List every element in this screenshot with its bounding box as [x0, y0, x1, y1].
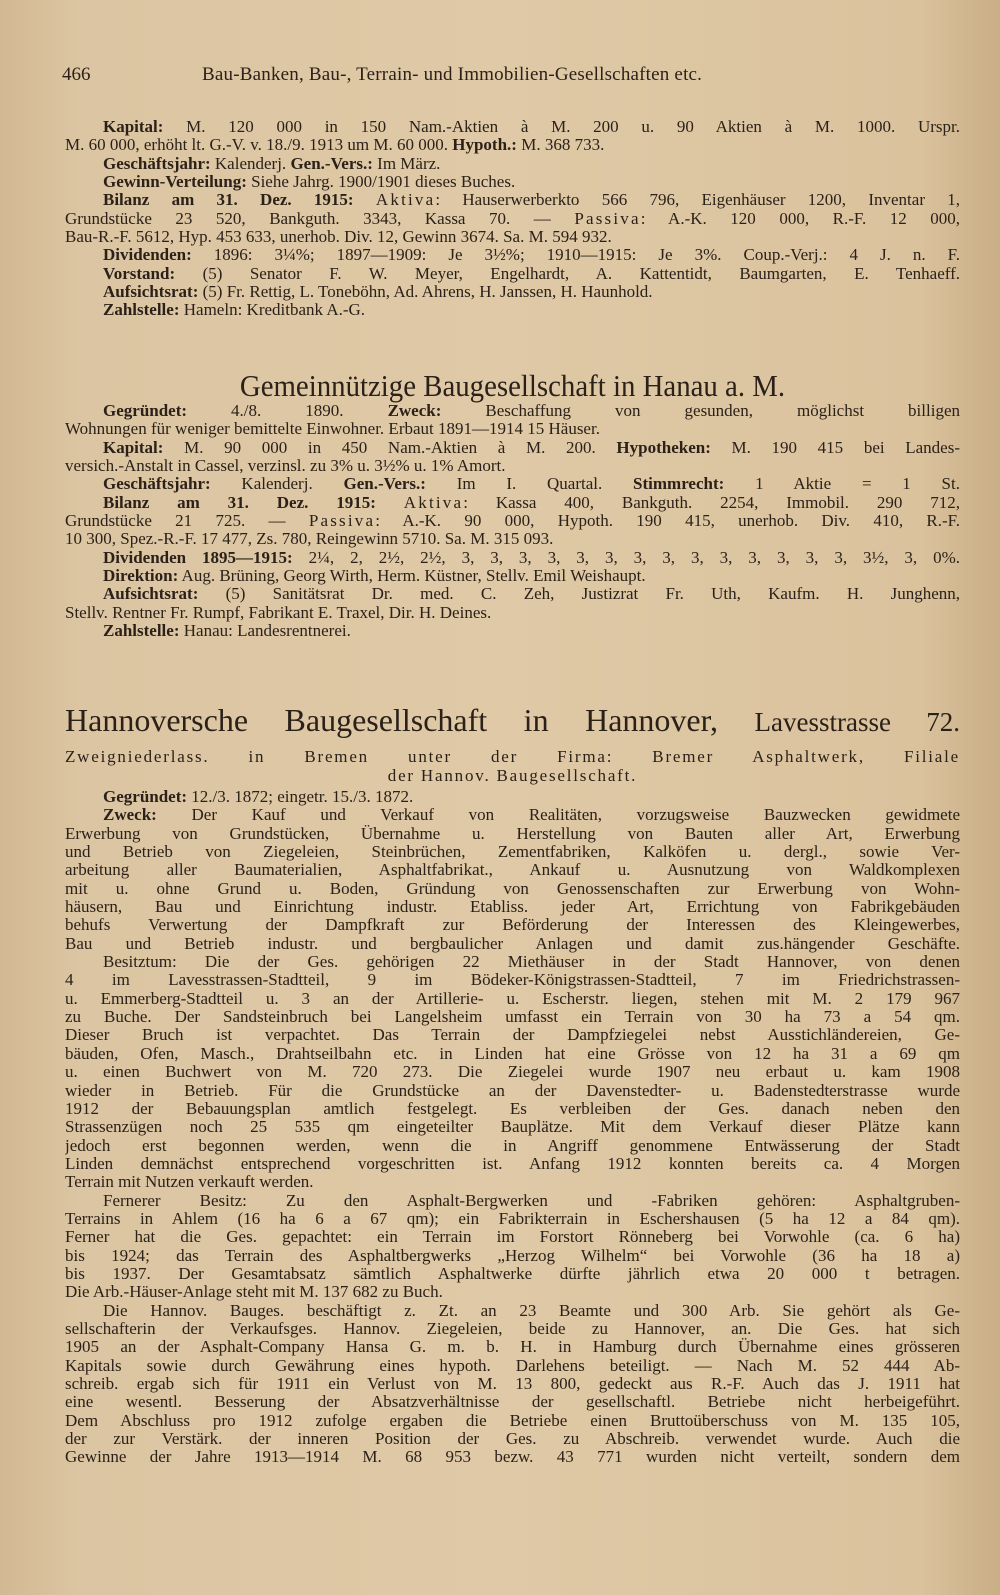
field-label: Dividenden: [103, 246, 192, 265]
section-company-hannover [65, 788, 960, 1467]
text-line: Aufsichtsrat: (5) Fr. Rettig, L. Toneböhn, Ad. Ahrens, H. Janssen, H. Haunhold. [103, 282, 653, 302]
branch-subtitle-line: der Hannov. Baugesellschaft. [387, 766, 638, 785]
text-line: Geschäftsjahr: Kalenderj. Gen.-Vers.: Im März. [103, 153, 441, 173]
text-line: Vorstand: (5) Senator F. W. Meyer, Engelhardt, A. Kattentidt, Baumgarten, E. Tenhaeff. [103, 264, 960, 283]
text-line: versich.-Anstalt in Cassel, verzinsl. zu 3% u. 3½% u. 1% Amort. [65, 456, 506, 476]
branch-subtitle [65, 747, 960, 785]
field-label: Zahlstelle: [103, 300, 180, 320]
text-line: häusern, Bau und Einrichtung industr. Etabliss. jeder Art, Errichtung von Fabrikgebäuden [65, 898, 960, 917]
text-line: Linden demnächst entsprechend vorgeschritten ist. Anfang 1912 konnten bereits ca. 4 Morgen [65, 1154, 960, 1173]
field-label: Vorstand: [103, 264, 176, 283]
field-label: Zweck: [387, 402, 442, 420]
field-label: Gewinn-Verteilung: [103, 172, 247, 192]
field-label: Gen.-Vers.: [343, 475, 426, 494]
page-number: 466 [62, 64, 91, 85]
section-heading-hanau: Gemeinnützige Baugesellschaft in Hanau a. M. [239, 368, 786, 403]
field-label: Aufsichtsrat: [103, 585, 199, 604]
text-line: Zweck: Der Kauf und Verkauf von Realitäten, vorzugsweise Bauzwecken gewidmete [103, 806, 960, 825]
field-label: Gegründet: [103, 787, 188, 806]
text-line: bis 1937. Der Gesamtabsatz sämtlich Asphaltwerke dürfte jährlich etwa 20 000 t betragen. [65, 1264, 960, 1283]
text-line: Gegründet: 4./8. 1890. Zweck: Beschaffung von gesunden, möglichst billigen [103, 402, 960, 420]
text-line: der zur Verstärk. der inneren Position der Ges. zu Abschreib. verwendet wurde. Auch die [65, 1430, 960, 1449]
field-label: Aufsichtsrat: [103, 282, 199, 302]
text-line: Dividenden: 1896: 3¼%; 1897—1909: Je 3½%; 1910—1915: Je 3%. Coup.-Verj.: 4 J. n. F. [103, 246, 960, 265]
text-line: Geschäftsjahr: Kalenderj. Gen.-Vers.: Im I. Quartal. Stimmrecht: 1 Aktie = 1 St. [103, 475, 960, 494]
text-line: Dieser Bruch ist verpachtet. Das Terrain der Dampfziegelei nebst Ausstichländereien, Ge- [65, 1026, 960, 1045]
text-line: Kapital: M. 90 000 in 450 Nam.-Aktien à M. 200. Hypotheken: M. 190 415 bei Landes- [103, 438, 960, 457]
text-line: Grundstücke 21 725. — Passiva: A.-K. 90 000, Hypoth. 190 415, unerhob. Div. 410, R.-F. [65, 512, 960, 531]
text-line: Strassenzügen noch 25 535 qm eingeteilter Bauplätze. Mit dem Verkauf dieser Plätze kann [65, 1118, 960, 1137]
text-line: Gewinne der Jahre 1913—1914 M. 68 953 bezw. 43 771 wurden nicht verteilt, sondern dem [65, 1448, 960, 1467]
text-line: Direktion: Aug. Brüning, Georg Wirth, Herm. Küstner, Stellv. Emil Weishaupt. [103, 566, 646, 586]
field-label: Stimmrecht: [633, 475, 725, 494]
text-line: Zahlstelle: Hanau: Landesrentnerei. [103, 621, 351, 641]
text-line: Zahlstelle: Hameln: Kreditbank A.-G. [103, 300, 366, 320]
spaced-label: Aktiva [375, 191, 436, 210]
text-line: Kapitals sowie durch Gewährung eines hypoth. Darlehens beteiligt. — Nach M. 52 444 Ab- [65, 1356, 960, 1375]
text-line: Terrains in Ahlem (16 ha 6 a 67 qm); ein Fabrikterrain in Eschershausen (5 ha 12 a 84 qm). [65, 1209, 960, 1228]
text-line: M. 60 000, erhöht lt. G.-V. v. 18./9. 1913 um M. 60 000. Hypoth.: M. 368 733. [65, 135, 605, 155]
text-line: 10 300, Spez.-R.-F. 17 477, Zs. 780, Reingewinn 5710. Sa. M. 315 093. [65, 529, 554, 549]
text-line: und Betrieb von Ziegeleien, Steinbrüchen, Zementfabriken, Kalköfen u. dergl., sowie Ver- [65, 843, 960, 862]
text-line: Stellv. Rentner Fr. Rumpf, Fabrikant E. Traxel, Dir. H. Deines. [65, 602, 492, 622]
text-line: jedoch erst begonnen werden, wenn die in Angriff genommene Entwässerung der Stadt [65, 1136, 960, 1155]
text-line: Gegründet: 12./3. 1872; eingetr. 15./3. 1872. [103, 787, 414, 806]
text-line: Grundstücke 23 520, Bankguth. 3343, Kassa 70. — Passiva: A.-K. 120 000, R.-F. 12 000, [65, 209, 960, 228]
text-line: Terrain mit Nutzen verkauft werden. [65, 1172, 314, 1192]
field-label: Geschäftsjahr: [103, 475, 211, 494]
field-label: Kapital: [103, 438, 164, 457]
text-line: Ferner hat die Ges. gepachtet: ein Terrain im Forstort Rönneberg bei Vorwohle (ca. 6 ha) [65, 1228, 960, 1247]
field-label: Bilanz am 31. Dez. 1915: [103, 493, 376, 512]
text-line: Fernerer Besitz: Zu den Asphalt-Bergwerken und -Fabriken gehören: Asphaltgruben- [103, 1191, 960, 1210]
field-label: Dividenden 1895—1915: [103, 548, 293, 567]
text-line: u. einen Buchwert von M. 720 273. Die Ziegelei wurde 1907 neu erbaut u. kam 1908 [65, 1063, 960, 1082]
heading-address: Lavesstrasse 72. [754, 707, 961, 737]
running-title: Bau-Banken, Bau-, Terrain- und Immobilien-Gesellschaften etc. [202, 64, 703, 85]
spaced-label: Aktiva [403, 493, 464, 512]
text-line: 1912 der Bebauungsplan amtlich festgelegt. Es verbleiben der Ges. danach neben den [65, 1099, 960, 1118]
text-line: Aufsichtsrat: (5) Sanitätsrat Dr. med. C. Zeh, Justizrat Fr. Uth, Kaufm. H. Junghenn, [103, 585, 960, 604]
section-company-hanau [65, 402, 960, 640]
text-line: Erwerbung von Grundstücken, Übernahme u. Herstellung von Bauten aller Art, Erwerbung [65, 824, 960, 843]
field-label: Hypotheken: [616, 438, 711, 457]
branch-subtitle-line: Zweigniederlass. in Bremen unter der Firma: Bremer Asphaltwerk, Filiale [65, 747, 960, 766]
text-line: mit u. ohne Grund u. Boden, Gründung von Genossenschaften zur Erwerbung von Wohn- [65, 879, 960, 898]
text-line: behufs Verwertung der Dampfkraft zur Beförderung der Interessen des Kleingewerbes, [65, 916, 960, 935]
field-label: Geschäftsjahr: [103, 153, 211, 173]
text-line: arbeitung aller Baumaterialien, Asphaltfabrikat., Ankauf u. Ausnutzung von Waldkomplexen [65, 861, 960, 880]
text-line: bis 1924; das Terrain des Asphaltbergwerks „Herzog Wilhelm“ bei Vorwohle (36 ha 18 a) [65, 1246, 960, 1265]
section-company-hameln [65, 118, 960, 320]
text-line: Dividenden 1895—1915: 2¼, 2, 2½, 2½, 3, 3, 3, 3, 3, 3, 3, 3, 3, 3, 3, 3, 3, 3, 3½, 3, 0%. [103, 548, 960, 567]
text-line: Kapital: M. 120 000 in 150 Nam.-Aktien à M. 200 u. 90 Aktien à M. 1000. Urspr. [103, 118, 960, 136]
text-line: u. Emmerberg-Stadtteil u. 3 an der Artillerie- u. Escherstr. liegen, stehen mit M. 2 179 967 [65, 989, 960, 1008]
text-line: schreib. ergab sich für 1911 ein Verlust von M. 13 800, gedeckt aus R.-F. Auch das J. 1911 hat [65, 1375, 960, 1393]
text-line: zu Buche. Der Sandsteinbruch bei Langelsheim umfasst ein Terrain von 30 ha 73 a 54 qm. [65, 1008, 960, 1027]
spaced-label: Passiva [574, 209, 641, 228]
field-label: Hypoth.: [452, 135, 517, 155]
text-line: wieder in Betrieb. Für die Grundstücke an der Davenstedter- u. Badenstedterstrasse wurde [65, 1081, 960, 1100]
text-line: Besitztum: Die der Ges. gehörigen 22 Miethäuser in der Stadt Hannover, von denen [103, 953, 960, 972]
field-label: Zweck: [103, 806, 157, 825]
text-line: Bau-R.-F. 5612, Hyp. 453 633, unerhob. Div. 12, Gewinn 3674. Sa. M. 594 932. [65, 227, 612, 247]
text-line: Gewinn-Verteilung: Siehe Jahrg. 1900/1901 dieses Buches. [103, 172, 516, 192]
text-line: Bilanz am 31. Dez. 1915: Aktiva: Hauserwerberkto 566 796, Eigenhäuser 1200, Inventar 1, [103, 191, 960, 210]
section-heading-hannover [65, 702, 960, 739]
heading-company-name: Hannoversche Baugesellschaft in Hannover, [65, 702, 718, 738]
field-label: Direktion: [103, 566, 179, 586]
text-line: bäuden, Ofen, Masch., Drahtseilbahn etc. in Linden hat eine Grösse von 12 ha 31 a 69 qm [65, 1044, 960, 1063]
text-line: Dem Abschluss pro 1912 zufolge ergaben die Betriebe einen Bruttoüberschuss von M. 135 105, [65, 1411, 960, 1430]
text-line: 4 im Lavesstrassen-Stadtteil, 9 im Bödeker-Königstrassen-Stadtteil, 7 im Friedrichstrassen- [65, 971, 960, 990]
field-label: Zahlstelle: [103, 621, 180, 641]
text-line: sellschafterin der Verkaufsges. Hannov. Ziegeleien, beide zu Hannover, an. Die Ges. hat sich [65, 1319, 960, 1338]
field-label: Kapital: [103, 118, 164, 136]
field-label: Gen.-Vers.: [290, 153, 373, 173]
text-line: eine wesentl. Besserung der Absatzverhältnisse der gesellschaftl. Betriebe nicht herbeigeführt. [65, 1393, 960, 1412]
field-label: Bilanz am 31. Dez. 1915: [103, 191, 354, 210]
field-label: Gegründet: [103, 402, 188, 420]
text-line: Die Hannov. Bauges. beschäftigt z. Zt. an 23 Beamte und 300 Arb. Sie gehört als Ge- [103, 1301, 960, 1320]
text-line: Bau und Betrieb industr. und bergbaulicher Anlagen und damit zus.hängender Geschäfte. [65, 934, 960, 953]
spaced-label: Passiva [308, 512, 376, 531]
text-line: Bilanz am 31. Dez. 1915: Aktiva: Kassa 400, Bankguth. 2254, Immobil. 290 712, [103, 493, 960, 512]
text-line: Die Arb.-Häuser-Anlage steht mit M. 137 682 zu Buch. [65, 1282, 443, 1302]
text-line: Wohnungen für weniger bemittelte Einwohner. Erbaut 1891—1914 15 Häuser. [65, 419, 600, 439]
text-line: 1905 an der Asphalt-Company Hansa G. m. b. H. in Hamburg durch Übernahme eines grösseren [65, 1338, 960, 1357]
